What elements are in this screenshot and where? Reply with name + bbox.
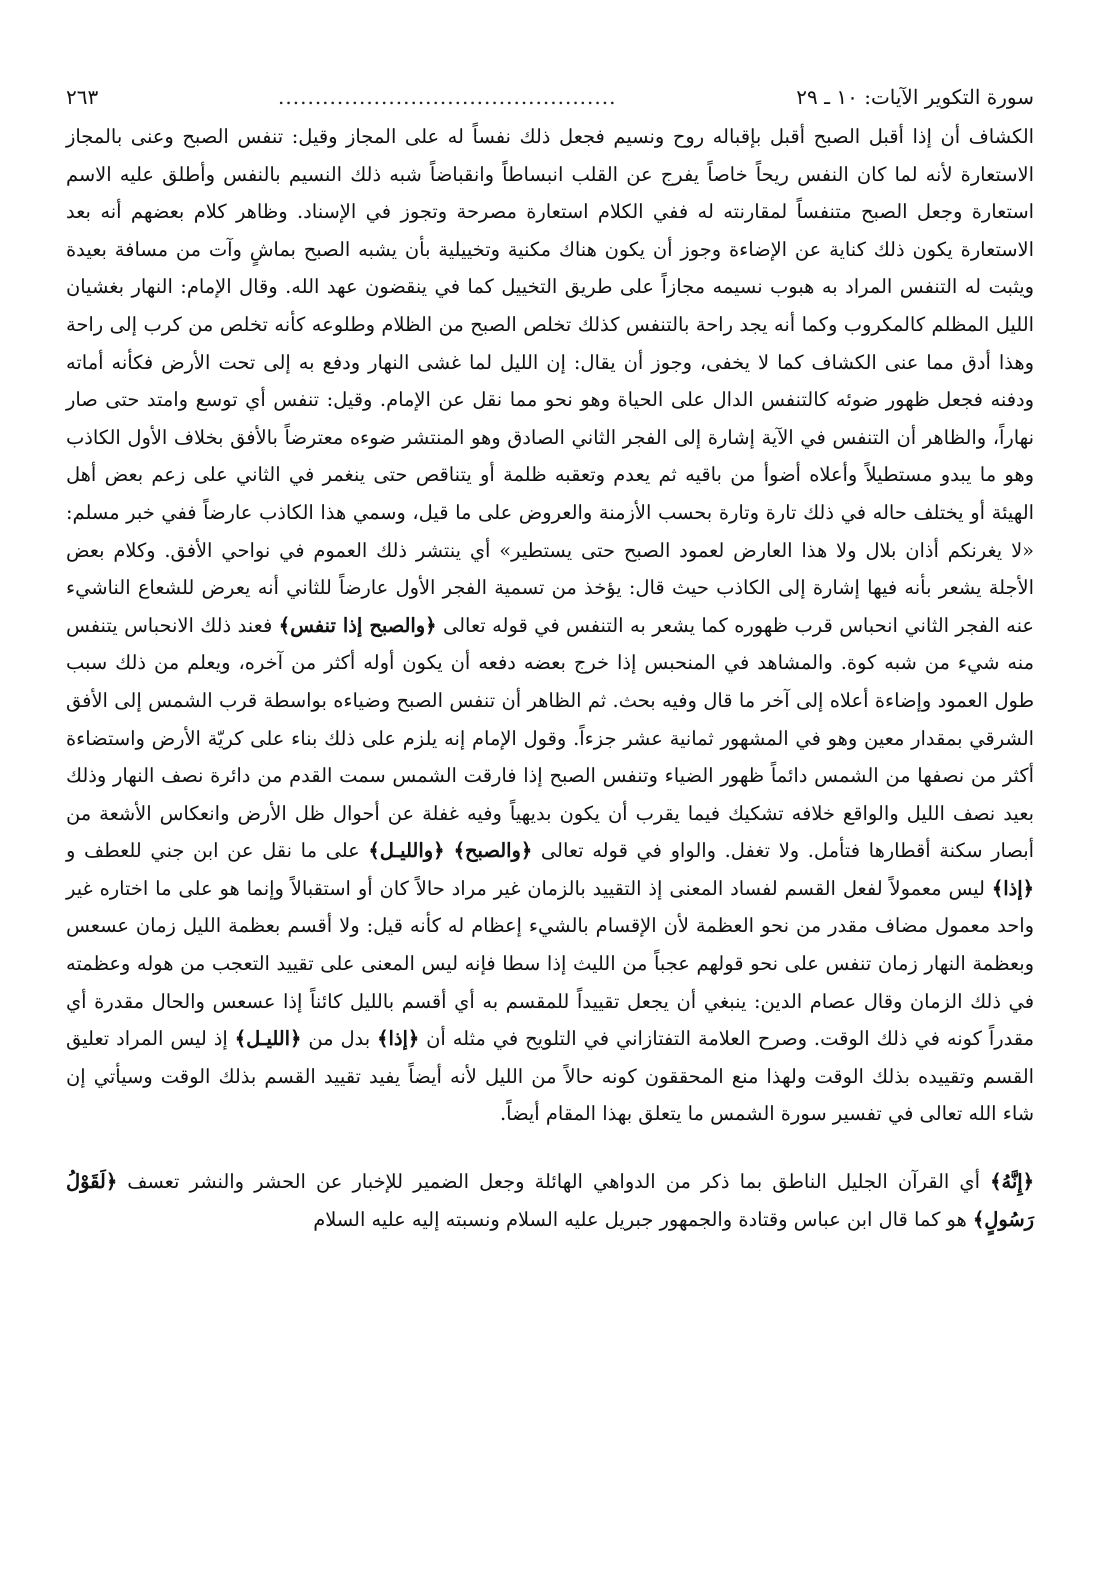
- text-run: إذ ليس المراد تعليق القسم وتقييده بذلك الوقت ولهذا منع المحققون كونه حالاً من الليل لأنه أيضاً يفيد تقييد القسم بذلك الوقت وسيأتي إن شاء الله تعالى في تفسير سورة الشمس ما يتعلق بهذا المقام أيضاً.: [66, 1027, 1034, 1126]
- quran-quote: ﴿لَقَوْلُ رَسُولٍ﴾: [66, 1170, 1034, 1231]
- leader-dots: ..............................................: [278, 85, 617, 109]
- text-run: هو كما قال ابن عباس وقتادة والجمهور جبريل عليه السلام ونسبته إليه عليه السلام: [313, 1207, 973, 1231]
- text-run: أي القرآن الجليل الناطق بما ذكر من الدواهي الهائلة وجعل الضمير للإخبار عن الحشر والنشر تعسف: [117, 1170, 991, 1194]
- text-run: فعند ذلك الانحباس يتنفس منه شيء من شبه كوة. والمشاهد في المنحبس إذا خرج بعضه دفعه أن يكون أوله أكثر من آخره، ويعلم من ذلك سبب طول العمود وإضاءة أعلاه إلى آخر ما قال وفيه بحث. ثم الظاهر أن تنفس الصبح وضياءه بواسطة قرب الشمس إلى الأفق الشرقي بمقدار معين وهو في المشهور ثمانية عشر جزءاً. وقول الإمام إنه يلزم على ذلك بناء على كريّة الأرض واستضاءة أكثر من نصفها من الشمس دائماً ظهور الضياء وتنفس الصبح إذا فارقت الشمس سمت القدم من دائرة نصف النهار وذلك بعيد نصف الليل والواقع خلافه تشكيك فيما يقرب أن يكون بديهياً وفيه غفلة عن أحوال ظل الأرض وانعكاس الأشعة من أبصار سكنة أقطارها فتأمل. ولا تغفل. والواو في قوله تعالى: [66, 613, 1034, 863]
- running-header: [66, 78, 1034, 118]
- quran-quote: ﴿إذا﴾: [991, 876, 1034, 900]
- quran-quote: ﴿الليـل﴾: [234, 1027, 302, 1051]
- commentary-paragraph-2: [66, 1163, 1034, 1238]
- text-run: على ما نقل عن ابن جني للعطف و: [66, 839, 369, 863]
- text-run: بدل من: [301, 1027, 378, 1051]
- quran-quote: ﴿إِنَّهُ﴾: [990, 1170, 1034, 1194]
- surah-title: سورة التكوير الآيات: ١٠ ـ ٢٩: [796, 85, 1034, 109]
- commentary-paragraph-1: [66, 118, 1034, 1133]
- quran-quote: ﴿والصبح﴾ ﴿والليـل﴾: [368, 839, 533, 863]
- page-number: ٢٦٣: [66, 85, 99, 109]
- text-run: الكشاف أن إذا أقبل الصبح أقبل بإقباله روح ونسيم فجعل ذلك نفساً له على المجاز وقيل: تنفس الصبح وعنى بالمجاز الاستعارة لأنه لما كان النفس ريحاً خاصاً يفرج عن القلب انبساطاً وانقباضاً شبه ذلك النسيم بالنفس وأطلق عليه الاسم استعارة وجعل الصبح متنفساً لمقارنته له ففي الكلام استعارة مصرحة وتجوز في الإسناد. وظاهر كلام بعضهم أنه بعد الاستعارة يكون ذلك كناية عن الإضاءة وجوز أن يكون هناك مكنية وتخييلية بأن يشبه الصبح بماشٍ وآت من مسافة بعيدة ويثبت له التنفس المراد به هبوب نسيمه مجازاً على طريق التخييل كما في ينقضون عهد الله. وقال الإمام: النهار بغشيان الليل المظلم كالمكروب وكما أنه يجد راحة بالتنفس كذلك تخلص الصبح من الظلام وطلوعه كأنه تخلص من كرب إلى راحة وهذا أدق مما عنى الكشاف كما لا يخفى، وجوز أن يقال: إن الليل لما غشى النهار ودفع به إلى تحت الأرض فكأنه أماته ودفنه فجعل ظهور ضوئه كالتنفس الدال على الحياة وهو نحو مما نقل عن الإمام. وقيل: تنفس أي توسع وامتد حتى صار نهاراً، والظاهر أن التنفس في الآية إشارة إلى الفجر الثاني الصادق وهو المنتشر ضوءه معترضاً بالأفق بخلاف الأول الكاذب وهو ما يبدو مستطيلاً وأعلاه أضوأ من باقيه ثم يعدم وتعقبه ظلمة أو يتناقص حتى ينغمر في الثاني على زعم بعض أهل الهيئة أو يختلف حاله في ذلك تارة وتارة بحسب الأزمنة والعروض على ما قيل، وسمي هذا الكاذب عارضاً ففي خبر مسلم: «لا يغرنكم أذان بلال ولا هذا العارض لعمود الصبح حتى يستطير» أي ينتشر ذلك العموم في نواحي الأفق. وكلام بعض الأجلة يشعر بأنه فيها إشارة إلى الكاذب حيث قال: يؤخذ من تسمية الفجر الأول عارضاً للثاني أنه يعرض للشعاع الناشيء عنه الفجر الثاني انحباس قرب ظهوره كما يشعر به التنفس في قوله تعالى: [66, 125, 1034, 637]
- quran-quote: ﴿والصبح إذا تنفس﴾: [278, 613, 437, 637]
- paragraph-spacer: [66, 1133, 1034, 1163]
- quran-quote: ﴿إذا﴾: [377, 1027, 420, 1051]
- text-run: ليس معمولاً لفعل القسم لفساد المعنى إذ التقييد بالزمان غير مراد حالاً كان أو استقبالاً وإنما هو على ما اختاره غير واحد معمول مضاف مقدر من نحو العظمة لأن الإقسام بالشيء إعظام له كأنه قيل: ولا أقسم بعظمة الليل زمان عسعس وبعظمة النهار زمان تنفس على نحو قولهم عجباً من الليث إذا سطا فإنه ليس المعنى على تقييد التعجب من هوله وعظمته في ذلك الزمان وقال عصام الدين: ينبغي أن يجعل تقييداً للمقسم به أي أقسم بالليل كائناً إذا عسعس والحال مقدرة أي مقدراً كونه في ذلك الوقت. وصرح العلامة التفتازاني في التلويح في مثله أن: [66, 876, 1034, 1051]
- document-page: [66, 78, 1034, 1553]
